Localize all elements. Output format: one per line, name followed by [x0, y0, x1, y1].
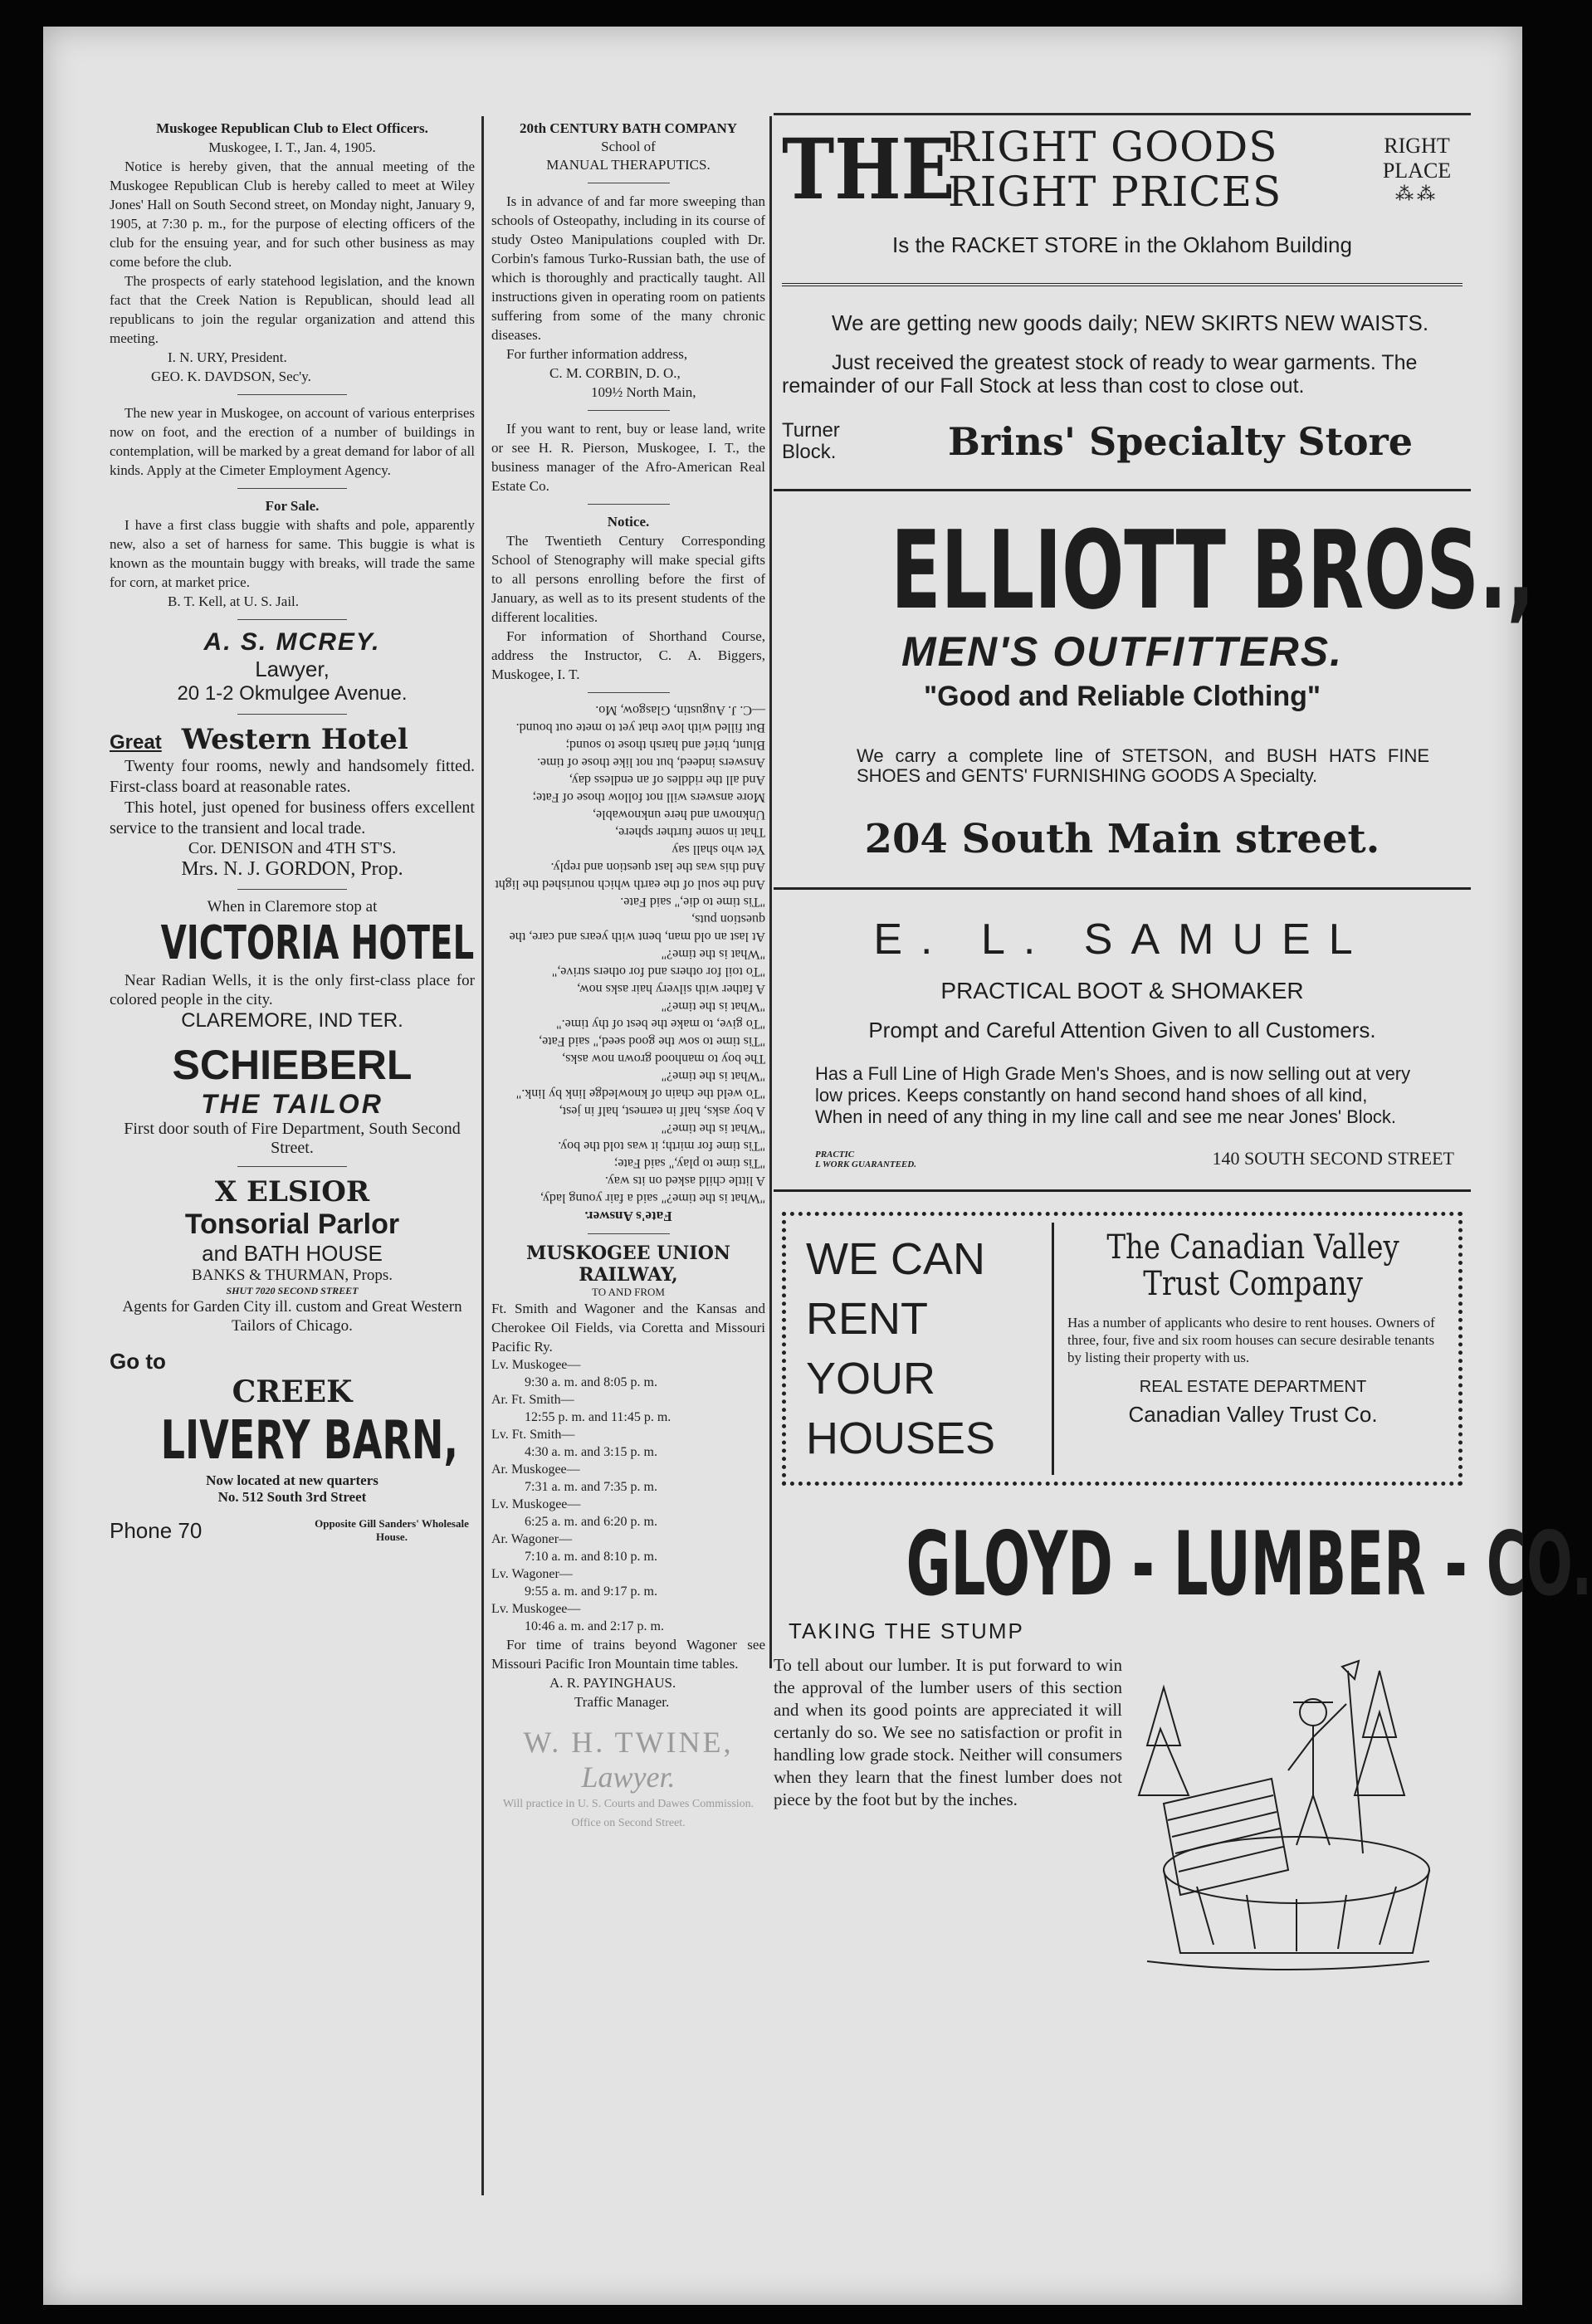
divider: [588, 504, 670, 505]
railway-headline: MUSKOGEE UNION RAILWAY,: [526, 1243, 730, 1286]
club-paragraph-2: The prospects of early statehood legislation, and the known fact that the Creek Nation is Republican, should lead all republicans to join the regular organization and attend this meeting.: [110, 273, 475, 346]
poem-line: And all the riddles of an endless day,: [569, 773, 765, 787]
racket-the: THE: [782, 120, 955, 218]
hotel-great: Great: [110, 731, 162, 754]
poem-line: "Tis time to die," said Fate.: [620, 895, 765, 909]
hotel-proprietor: Mrs. N. J. GORDON, Prop.: [181, 858, 403, 880]
canadian-department: REAL ESTATE DEPARTMENT: [1139, 1378, 1367, 1396]
column-3: [774, 120, 1592, 1978]
racket-prices: RIGHT PRICES: [948, 168, 1282, 216]
poem-title: Fate's Answer.: [584, 1208, 672, 1224]
brins-location-1: Turner: [782, 419, 840, 442]
bath-paragraph-1: Is in advance of and far more sweeping than schools of Osteopathy, including in its course of study Osteo Manipulations coupled with Dr. Corbin's famous Turko-Russian bath, the use of which is thoroughly and practically taught. All instructions given in operating room on patients suffering from some of the many chronic diseases.: [491, 193, 765, 343]
racket-store-ad: [782, 120, 1463, 258]
poem-line: —C. J. Augustin, Glasgow, Mo.: [595, 703, 765, 717]
railway-times: 10:46 a. m. and 2:17 p. m.: [525, 1619, 664, 1633]
poem-line: "Tis time for mirth; it was told the boy.: [558, 1139, 765, 1153]
stenography-notice: [491, 513, 765, 684]
elliott-tagline: "Good and Reliable Clothing": [923, 681, 1321, 712]
railway-station: Lv. Muskogee—: [491, 1602, 581, 1616]
railway-times: 9:30 a. m. and 8:05 p. m.: [525, 1375, 657, 1389]
twine-title: Lawyer.: [581, 1760, 676, 1794]
excelsior-address: SHUT 7020 SECOND STREET: [226, 1285, 359, 1296]
club-headline: Muskogee Republican Club to Elect Officers.: [156, 120, 428, 136]
canadian-valley-ad: [782, 1212, 1463, 1486]
brins-name: Brins' Specialty Store: [947, 419, 1414, 464]
divider: [237, 889, 347, 890]
brins-location-2: Block.: [782, 441, 837, 463]
club-president: I. N. URY, President.: [168, 349, 287, 365]
divider: [588, 692, 670, 693]
railway-times: 12:55 p. m. and 11:45 p. m.: [525, 1410, 671, 1424]
schieberl-title: THE TAILOR: [201, 1089, 383, 1119]
republican-club-notice: [110, 120, 475, 386]
brins-paragraph-1: We are getting new goods daily; NEW SKIRTS NEW WAISTS.: [832, 310, 1429, 335]
stump-drawing: [1131, 1654, 1446, 1978]
schieberl-ad: [110, 1041, 475, 1158]
railway-footer: For time of trains beyond Wagoner see Missouri Pacific Iron Mountain time tables.: [491, 1637, 765, 1672]
bath-head-3: MANUAL THERAPUTICS.: [546, 157, 711, 173]
poem-line: Answers indeed, but not like those of time.: [536, 755, 765, 769]
railway-station: Lv. Muskogee—: [491, 1358, 581, 1372]
divider: [588, 410, 670, 411]
samuel-paragraph: Has a Full Line of High Grade Men's Shoes, and is now selling out at very low prices. Keeps constantly on hand second hand shoes of all kind, When in need of any thing in my line call and see me near Jones' Block.: [815, 1063, 1411, 1127]
excelsior-props: BANKS & THURMAN, Props.: [192, 1267, 393, 1284]
livery-creek: CREEK: [232, 1374, 353, 1409]
poem-line: "What is the time?": [661, 999, 765, 1013]
notice-paragraph-2: For information of Shorthand Course, address the Instructor, C. A. Biggers, Muskogee, I. T.: [491, 628, 765, 682]
newspaper-page: [43, 27, 1592, 2305]
column-rule-middle: [769, 116, 772, 1668]
railway-timetable: [491, 1356, 765, 1635]
twine-lawyer-ad: [491, 1725, 765, 1833]
hotel-name: Western Hotel: [181, 723, 408, 756]
for-sale-signature: B. T. Kell, at U. S. Jail.: [168, 593, 300, 609]
column-rule-top: [774, 113, 1471, 115]
elliott-address: 204 South Main street.: [864, 816, 1380, 862]
railway-times: 7:31 a. m. and 7:35 p. m.: [525, 1480, 657, 1494]
elliott-name: ELLIOTT BROS.,: [891, 507, 1536, 633]
poem-line: More answers will not follow those of Fate;: [532, 790, 765, 804]
poem-line: Unknown and here unknowable,: [593, 808, 765, 822]
racket-ornaments: ⁂⁂: [1395, 183, 1438, 204]
victoria-city: CLAREMORE, IND TER.: [181, 1009, 403, 1032]
elliott-paragraph: We carry a complete line of STETSON, and BUSH HATS FINE SHOES and GENTS' FURNISHING GOODS A Specialty.: [857, 745, 1429, 786]
divider: [237, 488, 347, 489]
axe-handle: [1348, 1671, 1363, 1853]
elliott-bros-ad: [782, 507, 1536, 862]
new-year-paragraph: The new year in Muskogee, on account of various enterprises now on foot, and the erection of a number of buildings in contemplation, will be marked by a great demand for labor of all kinds. Apply at the Cimeter Employment Agency.: [110, 405, 475, 478]
excelsior-ad: [110, 1175, 475, 1335]
railway-station: Ar. Wagoner—: [491, 1532, 573, 1546]
column-2: [491, 120, 765, 1833]
for-sale-paragraph: I have a first class buggie with shafts and pole, apparently new, also a set of harness for same. This buggie is what is known as the mountain buggy with breaks, will trade the same for corn, at market price.: [110, 517, 475, 590]
notice-headline: Notice.: [607, 514, 650, 530]
canadian-name: The Canadian Valley Trust Company: [1106, 1228, 1399, 1303]
poem-line: But filled with love that yet to mete out bound.: [515, 720, 765, 735]
railway-schedule: [491, 1243, 765, 1711]
poem-line: That in some further sphere,: [615, 825, 765, 839]
western-hotel-ad: [110, 723, 475, 881]
bath-signature-2: 109½ North Main,: [591, 384, 696, 400]
livery-paragraph-1: Now located at new quarters: [206, 1472, 378, 1488]
poem-line: A father with silvery hair asks now,: [577, 982, 765, 996]
mcrey-address: 20 1-2 Okmulgee Avenue.: [177, 682, 408, 705]
poem-line: Blunt, brief and harsh those to sound;: [565, 738, 765, 752]
poem-line: A little child asked on its way.: [604, 1174, 765, 1188]
divider: [774, 489, 1471, 491]
divider: [237, 714, 347, 715]
gloyd-paragraph: To tell about our lumber. It is put forward to win the approval of the lumber users of this section and when its good points are appreciated it will certanly do so. We see no satisfaction or profit in handling low grade stock. Neither will consumers when they learn that the finest lumber does not piece by the foot but by the inches.: [774, 1655, 1122, 1809]
gloyd-subtitle: TAKING THE STUMP: [789, 1618, 1024, 1643]
for-sale-notice: [110, 497, 475, 611]
poem-line: The boy to manhood grown now asks,: [562, 1052, 765, 1066]
livery-name: LIVERY BARN,: [160, 1410, 458, 1472]
samuel-guarantee-1: PRACTIC: [815, 1150, 855, 1160]
samuel-address: 140 SOUTH SECOND STREET: [1212, 1148, 1454, 1169]
poem-line: "Tis time to play," said Fate;: [613, 1156, 765, 1170]
schieberl-paragraph: First door south of Fire Department, South Second Street.: [124, 1120, 461, 1157]
poem-line: "Tis time to sow the good seed," said Fate,: [539, 1034, 765, 1048]
samuel-name: E. L. SAMUEL: [873, 915, 1371, 964]
poem-line: "What is the time?" said a fair young lady,: [540, 1191, 765, 1205]
for-sale-headline: For Sale.: [265, 498, 320, 514]
railway-times: 9:55 a. m. and 9:17 p. m.: [525, 1584, 657, 1599]
hotel-paragraph-1: Twenty four rooms, newly and handsomely fitted. First-class board at reasonable rates.: [110, 757, 475, 796]
divider: [774, 887, 1471, 890]
brins-paragraph-2: Just received the greatest stock of ready to wear garments. The remainder of our Fall Stock at less than cost to close out.: [782, 351, 1418, 398]
samuel-tagline: Prompt and Careful Attention Given to all Customers.: [868, 1018, 1376, 1042]
hotel-paragraph-2: This hotel, just opened for business offers excellent service to the transient and local trade.: [110, 798, 475, 837]
poem-lines: [491, 701, 765, 1207]
brins-store-ad: [782, 311, 1463, 464]
canadian-company: Canadian Valley Trust Co.: [1128, 1402, 1378, 1427]
racket-goods: RIGHT GOODS: [948, 123, 1278, 171]
stump-illustration: [1131, 1654, 1471, 1978]
railway-signature-2: Traffic Manager.: [574, 1694, 670, 1710]
livery-go-to: Go to: [110, 1349, 166, 1374]
bath-paragraph-2: For further information address,: [506, 346, 688, 362]
divider: [237, 394, 347, 395]
club-secretary: GEO. K. DAVDSON, Sec'y.: [151, 369, 311, 384]
victoria-paragraph: Near Radian Wells, it is the only first-class place for colored people in the city.: [110, 972, 475, 1008]
samuel-subtitle: PRACTICAL BOOT & SHOMAKER: [940, 978, 1304, 1003]
stump-roots: [1147, 1961, 1429, 1970]
twine-name: W. H. TWINE,: [523, 1726, 734, 1759]
racket-place: PLACE: [1382, 159, 1452, 183]
divider: [237, 619, 347, 620]
canadian-rent-houses: WE CAN RENT YOUR HOUSES: [793, 1223, 1054, 1475]
schieberl-name: SCHIEBERL: [172, 1042, 413, 1088]
railway-times: 4:30 a. m. and 3:15 p. m.: [525, 1445, 657, 1459]
poem-line: A boy asks, half in earnest, half in jest,: [559, 1104, 765, 1118]
poem-line: At last an old man, bent with years and care, the question puts,: [509, 912, 765, 944]
poem-line: And the soul of the earth which nourished the light: [495, 877, 765, 891]
excelsior-paragraph: Agents for Garden City ill. custom and Great Western Tailors of Chicago.: [122, 1298, 462, 1335]
stump-bark: [1197, 1887, 1396, 1951]
bath-head-1: 20th CENTURY BATH COMPANY: [519, 120, 738, 136]
livery-paragraph-2: No. 512 South 3rd Street: [217, 1489, 367, 1505]
notice-paragraph-1: The Twentieth Century Corresponding School of Stenography will make special gifts to all persons enrolling before the first of January, as well as to its present students of the different localities.: [491, 533, 765, 625]
victoria-name: VICTORIA HOTEL: [160, 916, 475, 970]
railway-paragraph: Ft. Smith and Wagoner and the Kansas and Cherokee Oil Fields, via Coretta and Missouri Pacific Ry.: [491, 1301, 765, 1355]
poem-line: "To toil for others and for others strive,": [551, 964, 765, 979]
fates-answer-poem: [491, 701, 765, 1225]
poem-line: And this was the last question and reply.: [550, 860, 765, 874]
railway-times: 7:10 a. m. and 8:10 p. m.: [525, 1550, 657, 1564]
excelsior-name: X ELSIOR: [214, 1175, 370, 1208]
lumber-boards: [1168, 1795, 1283, 1872]
column-rule-left: [481, 116, 484, 2195]
railway-station: Ar. Ft. Smith—: [491, 1393, 574, 1407]
gloyd-lumber-ad: [774, 1513, 1592, 1978]
racket-right: RIGHT: [1384, 134, 1450, 158]
rent-paragraph: If you want to rent, buy or lease land, write or see H. R. Pierson, Muskogee, I. T., the business manager of the Afro-American Real Estate Co.: [491, 421, 765, 494]
gloyd-name: GLOYD - LUMBER - CO.: [906, 1513, 1592, 1615]
railway-station: Lv. Muskogee—: [491, 1497, 581, 1511]
divider: [782, 283, 1463, 286]
samuel-guarantee-2: L WORK GUARANTEED.: [815, 1160, 916, 1169]
railway-times: 6:25 a. m. and 6:20 p. m.: [525, 1515, 657, 1529]
excelsior-subtitle: Tonsorial Parlor: [184, 1208, 400, 1240]
poem-line: Yet who shall say: [671, 842, 765, 857]
poem-line: "To weld the chain of knowledge link by link.": [515, 1086, 765, 1101]
samuel-shoemaker-ad: [782, 915, 1463, 1169]
elliott-subtitle: MEN'S OUTFITTERS.: [901, 628, 1343, 675]
bath-signature-1: C. M. CORBIN, D. O.,: [549, 365, 681, 381]
mcrey-title: Lawyer,: [255, 657, 330, 681]
livery-phone: Phone 70: [110, 1517, 203, 1543]
victoria-intro: When in Claremore stop at: [207, 898, 378, 915]
railway-station: Ar. Muskogee—: [491, 1462, 580, 1477]
divider: [774, 1189, 1471, 1192]
railway-signature-1: A. R. PAYINGHAUS.: [549, 1675, 676, 1691]
twine-paragraph: Will practice in U. S. Courts and Dawes Commission. Office on Second Street.: [502, 1798, 754, 1829]
racket-subtitle: Is the RACKET STORE in the Oklahom Building: [892, 232, 1352, 257]
stump-top: [1164, 1837, 1429, 1903]
tree-left: [1139, 1687, 1189, 1795]
railway-station: Lv. Ft. Smith—: [491, 1428, 575, 1442]
poem-line: "What is the time?": [661, 947, 765, 961]
poem-line: "To give, to make the best of thy time.": [556, 1017, 765, 1031]
livery-opposite: Opposite Gill Sanders' Wholesale House.: [315, 1517, 469, 1543]
divider: [237, 1166, 347, 1167]
railway-station: Lv. Wagoner—: [491, 1567, 573, 1581]
bath-company-ad: [491, 120, 765, 402]
tree-right: [1355, 1671, 1404, 1795]
axe-head: [1342, 1661, 1359, 1679]
mcrey-ad: [110, 628, 475, 706]
canadian-paragraph: Has a number of applicants who desire to rent houses. Owners of three, four, five and six room houses can secure desirable tenants by listing their property with us.: [1067, 1315, 1435, 1365]
club-dateline: Muskogee, I. T., Jan. 4, 1905.: [208, 139, 376, 155]
mcrey-name: A. S. MCREY.: [203, 628, 381, 656]
poem-line: "What is the time?": [661, 1069, 765, 1083]
hotel-address: Cor. DENISON and 4TH ST'S.: [188, 839, 397, 857]
bath-head-2: School of: [601, 139, 656, 154]
railway-subhead: TO AND FROM: [592, 1286, 665, 1298]
victoria-hotel-ad: [110, 898, 475, 1033]
club-paragraph-1: Notice is hereby given, that the annual meeting of the Muskogee Republican Club is hereby called to meet at Wiley Jones' Hall on South Second street, on Monday night, January 9, 1905, at 7:30 p. m., for the purpose of electing officers of the club for the ensuing year, and for such other business as may come before the club.: [110, 159, 475, 270]
poem-line: "What is the time?": [661, 1121, 765, 1135]
column-1: [110, 120, 475, 1544]
creek-livery-ad: [110, 1349, 475, 1544]
excelsior-bath: and BATH HOUSE: [202, 1241, 383, 1266]
divider: [588, 1233, 670, 1234]
